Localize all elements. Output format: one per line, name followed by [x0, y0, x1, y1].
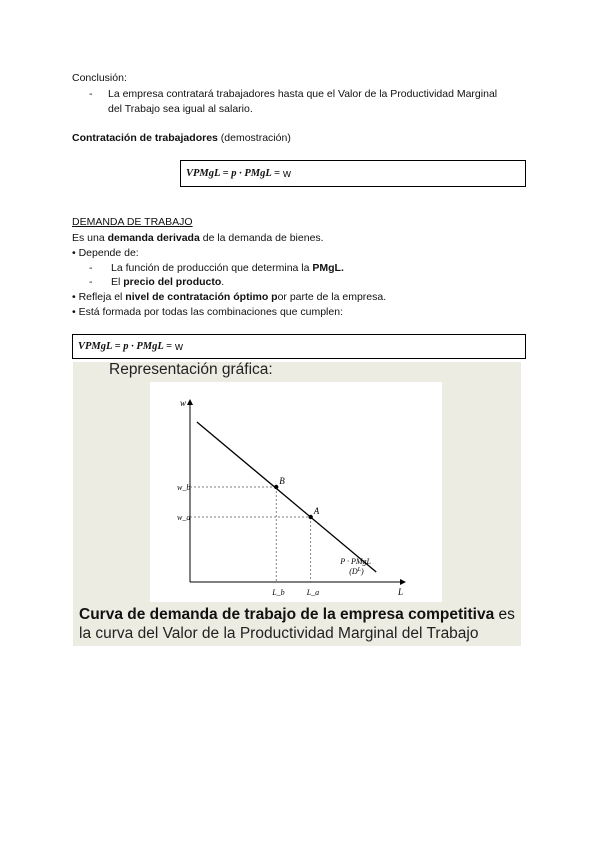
demanda-line1-pre: Es una: [72, 232, 108, 244]
sub2-pre: El: [111, 276, 124, 288]
curve-sublabel: $(D^L)$: [349, 567, 364, 576]
point-label-B: B: [279, 476, 285, 486]
demanda-line1: [72, 232, 324, 244]
formula-1-expression: VPMgL = p · PMgL =: [186, 168, 281, 179]
refleja-bold: nivel de contratación óptimo p: [125, 291, 278, 303]
conclusion-text-line1: La empresa contratará trabajadores hasta que el Valor de la Productividad Marginal: [108, 88, 498, 100]
demand-curve-line: [197, 422, 376, 572]
y-tick-B: w_b: [177, 483, 191, 492]
formada-line: • Está formada por todas las combinaciones que cumplen:: [72, 306, 343, 318]
refleja-pre: • Refleja el: [72, 291, 126, 303]
point-A: [308, 515, 312, 519]
demanda-line1-bold: demanda derivada: [107, 232, 200, 244]
contratacion-title: [72, 132, 291, 144]
x-tick-A: L_a: [306, 588, 320, 597]
point-label-A: A: [313, 506, 320, 516]
point-B: [274, 485, 278, 489]
formula-2-expression: VPMgL = p · PMgL =: [78, 341, 173, 352]
demanda-line1-post: de la demanda de bienes.: [199, 232, 324, 244]
y-tick-A: w_a: [177, 513, 191, 522]
curve-sublabel-sup: L: [357, 567, 362, 573]
refleja-line: [72, 291, 386, 303]
formula-box-1: [180, 160, 526, 187]
caption-rest: es: [494, 606, 515, 623]
sub2-bold: precio del producto: [123, 276, 222, 288]
depende-line: • Depende de:: [72, 247, 139, 259]
figure-caption-line1: [79, 606, 515, 624]
conclusion-heading: Conclusión:: [72, 72, 127, 84]
refleja-post: or parte de la empresa.: [277, 291, 387, 303]
formula-2-w: w: [175, 340, 183, 353]
contratacion-title-rest: (demostración): [217, 132, 291, 144]
curve-sublabel-end: ): [361, 567, 364, 576]
figure-caption-line2: la curva del Valor de la Productividad Marginal del Trabajo: [79, 625, 479, 642]
figure-title: Representación gráfica:: [109, 361, 273, 378]
caption-bold: Curva de demanda de trabajo de la empresa competitiva: [79, 606, 495, 623]
depende-sub2: [89, 276, 224, 288]
sub1-pre: La función de producción que determina la: [111, 262, 313, 274]
demand-chart: [150, 382, 442, 602]
x-axis-label: L: [398, 587, 404, 597]
dash-marker: -: [89, 276, 93, 288]
formula-1-w: w: [283, 167, 291, 180]
dash-marker: -: [89, 88, 93, 100]
contratacion-title-bold: Contratación de trabajadores: [72, 132, 218, 144]
curve-label: P · PMgL: [340, 557, 371, 566]
dash-marker: -: [89, 262, 93, 274]
demanda-heading: DEMANDA DE TRABAJO: [72, 216, 193, 228]
depende-sub1: [89, 262, 344, 274]
sub2-post: .: [221, 276, 225, 288]
chart-container: [150, 382, 442, 602]
x-tick-B: L_b: [272, 588, 285, 597]
conclusion-text-line2: del Trabajo sea igual al salario.: [108, 103, 253, 115]
formula-box-2: [72, 334, 526, 359]
sub1-bold: PMgL.: [312, 262, 344, 274]
y-axis-label: w: [180, 398, 187, 408]
